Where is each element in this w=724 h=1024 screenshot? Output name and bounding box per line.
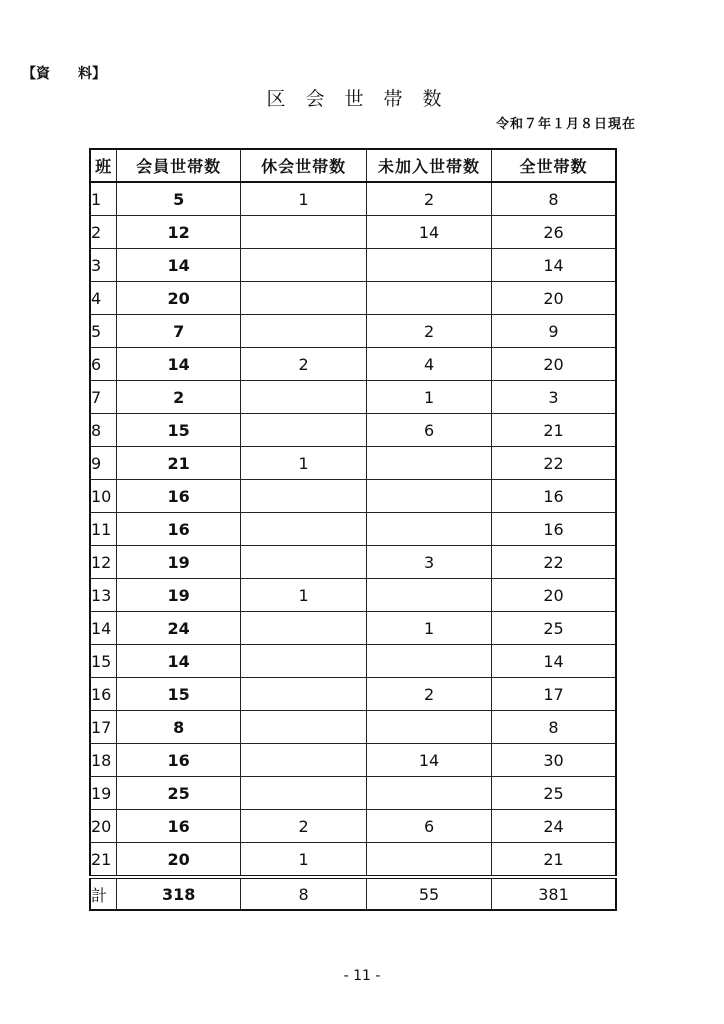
cell-kaiin: 16 bbox=[117, 744, 241, 777]
cell-han: 6 bbox=[90, 348, 117, 381]
cell-han: 12 bbox=[90, 546, 117, 579]
cell-mikanyu bbox=[367, 579, 492, 612]
cell-mikanyu bbox=[367, 480, 492, 513]
cell-kyukai bbox=[241, 546, 367, 579]
cell-mikanyu: 1 bbox=[367, 381, 492, 414]
cell-zen: 17 bbox=[492, 678, 616, 711]
cell-kyukai bbox=[241, 315, 367, 348]
cell-zen: 16 bbox=[492, 513, 616, 546]
column-header-han: 班 bbox=[90, 149, 117, 182]
cell-zen: 16 bbox=[492, 480, 616, 513]
cell-mikanyu: 6 bbox=[367, 810, 492, 843]
cell-kaiin: 12 bbox=[117, 216, 241, 249]
cell-kyukai: 1 bbox=[241, 447, 367, 480]
table-row bbox=[90, 381, 616, 414]
cell-han: 20 bbox=[90, 810, 117, 843]
page-number: - 11 - bbox=[343, 968, 381, 984]
page-title: 区会世帯数 bbox=[266, 88, 462, 110]
cell-kyukai bbox=[241, 678, 367, 711]
cell-han: 7 bbox=[90, 381, 117, 414]
total-cell-zen: 381 bbox=[492, 877, 616, 910]
table-row bbox=[90, 612, 616, 645]
cell-kaiin: 14 bbox=[117, 645, 241, 678]
cell-han: 13 bbox=[90, 579, 117, 612]
total-cell-mikanyu: 55 bbox=[367, 877, 492, 910]
cell-zen: 22 bbox=[492, 546, 616, 579]
table-row bbox=[90, 414, 616, 447]
document-tag: 【資 料】 bbox=[22, 66, 106, 82]
cell-han: 17 bbox=[90, 711, 117, 744]
cell-han: 14 bbox=[90, 612, 117, 645]
household-table bbox=[89, 148, 617, 911]
table-row bbox=[90, 182, 616, 216]
cell-kyukai bbox=[241, 612, 367, 645]
cell-kyukai bbox=[241, 777, 367, 810]
cell-zen: 20 bbox=[492, 348, 616, 381]
cell-han: 16 bbox=[90, 678, 117, 711]
table-row bbox=[90, 480, 616, 513]
cell-han: 21 bbox=[90, 843, 117, 878]
cell-zen: 14 bbox=[492, 249, 616, 282]
cell-zen: 21 bbox=[492, 414, 616, 447]
cell-mikanyu bbox=[367, 843, 492, 878]
table-row bbox=[90, 777, 616, 810]
table-row bbox=[90, 645, 616, 678]
cell-kyukai bbox=[241, 414, 367, 447]
total-cell-kaiin: 318 bbox=[117, 877, 241, 910]
cell-han: 9 bbox=[90, 447, 117, 480]
cell-mikanyu bbox=[367, 282, 492, 315]
cell-kaiin: 24 bbox=[117, 612, 241, 645]
cell-kaiin: 8 bbox=[117, 711, 241, 744]
cell-kyukai bbox=[241, 744, 367, 777]
table-row bbox=[90, 513, 616, 546]
cell-kaiin: 16 bbox=[117, 480, 241, 513]
column-header-kyukai: 休会世帯数 bbox=[241, 149, 367, 182]
table-row bbox=[90, 216, 616, 249]
cell-kaiin: 20 bbox=[117, 282, 241, 315]
column-header-kaiin: 会員世帯数 bbox=[117, 149, 241, 182]
cell-zen: 21 bbox=[492, 843, 616, 878]
table-row bbox=[90, 843, 616, 878]
cell-zen: 25 bbox=[492, 777, 616, 810]
cell-kaiin: 15 bbox=[117, 414, 241, 447]
cell-kaiin: 14 bbox=[117, 249, 241, 282]
cell-mikanyu: 3 bbox=[367, 546, 492, 579]
cell-kyukai bbox=[241, 381, 367, 414]
cell-zen: 8 bbox=[492, 711, 616, 744]
table-row bbox=[90, 810, 616, 843]
cell-kyukai: 1 bbox=[241, 843, 367, 878]
column-header-mikanyu: 未加入世帯数 bbox=[367, 149, 492, 182]
cell-kaiin: 2 bbox=[117, 381, 241, 414]
cell-mikanyu bbox=[367, 249, 492, 282]
table-header-row bbox=[90, 149, 616, 182]
cell-mikanyu: 2 bbox=[367, 678, 492, 711]
table-row bbox=[90, 579, 616, 612]
cell-han: 4 bbox=[90, 282, 117, 315]
cell-mikanyu: 4 bbox=[367, 348, 492, 381]
total-row bbox=[90, 877, 616, 910]
cell-kaiin: 5 bbox=[117, 182, 241, 216]
table-row bbox=[90, 348, 616, 381]
cell-mikanyu: 6 bbox=[367, 414, 492, 447]
cell-kyukai bbox=[241, 645, 367, 678]
table-row bbox=[90, 546, 616, 579]
cell-kaiin: 21 bbox=[117, 447, 241, 480]
cell-kaiin: 7 bbox=[117, 315, 241, 348]
cell-mikanyu: 1 bbox=[367, 612, 492, 645]
cell-han: 10 bbox=[90, 480, 117, 513]
cell-kaiin: 19 bbox=[117, 546, 241, 579]
table-row bbox=[90, 282, 616, 315]
cell-mikanyu bbox=[367, 711, 492, 744]
cell-kyukai bbox=[241, 282, 367, 315]
cell-mikanyu: 14 bbox=[367, 216, 492, 249]
cell-kyukai: 1 bbox=[241, 182, 367, 216]
cell-han: 1 bbox=[90, 182, 117, 216]
table-row bbox=[90, 744, 616, 777]
cell-mikanyu bbox=[367, 513, 492, 546]
cell-mikanyu: 2 bbox=[367, 315, 492, 348]
cell-zen: 20 bbox=[492, 579, 616, 612]
cell-han: 15 bbox=[90, 645, 117, 678]
table-body bbox=[90, 182, 616, 910]
cell-han: 19 bbox=[90, 777, 117, 810]
cell-kyukai bbox=[241, 216, 367, 249]
cell-han: 5 bbox=[90, 315, 117, 348]
cell-kyukai bbox=[241, 480, 367, 513]
cell-mikanyu: 14 bbox=[367, 744, 492, 777]
cell-han: 3 bbox=[90, 249, 117, 282]
cell-mikanyu bbox=[367, 777, 492, 810]
cell-zen: 26 bbox=[492, 216, 616, 249]
cell-kaiin: 20 bbox=[117, 843, 241, 878]
cell-kyukai: 2 bbox=[241, 348, 367, 381]
cell-kyukai bbox=[241, 711, 367, 744]
cell-kaiin: 25 bbox=[117, 777, 241, 810]
cell-mikanyu: 2 bbox=[367, 182, 492, 216]
cell-zen: 8 bbox=[492, 182, 616, 216]
cell-kyukai bbox=[241, 513, 367, 546]
column-header-zen: 全世帯数 bbox=[492, 149, 616, 182]
cell-zen: 22 bbox=[492, 447, 616, 480]
table-row bbox=[90, 678, 616, 711]
table-row bbox=[90, 447, 616, 480]
cell-kaiin: 15 bbox=[117, 678, 241, 711]
cell-mikanyu bbox=[367, 447, 492, 480]
table-row bbox=[90, 249, 616, 282]
cell-han: 18 bbox=[90, 744, 117, 777]
total-cell-han: 計 bbox=[90, 877, 117, 910]
as-of-date: 令和７年１月８日現在 bbox=[495, 117, 636, 132]
cell-kyukai: 2 bbox=[241, 810, 367, 843]
cell-zen: 20 bbox=[492, 282, 616, 315]
table-row bbox=[90, 315, 616, 348]
cell-zen: 24 bbox=[492, 810, 616, 843]
cell-zen: 14 bbox=[492, 645, 616, 678]
total-cell-kyukai: 8 bbox=[241, 877, 367, 910]
cell-mikanyu bbox=[367, 645, 492, 678]
cell-kaiin: 19 bbox=[117, 579, 241, 612]
cell-kaiin: 16 bbox=[117, 513, 241, 546]
cell-zen: 9 bbox=[492, 315, 616, 348]
cell-han: 2 bbox=[90, 216, 117, 249]
cell-han: 11 bbox=[90, 513, 117, 546]
cell-kyukai bbox=[241, 249, 367, 282]
cell-han: 8 bbox=[90, 414, 117, 447]
cell-kaiin: 14 bbox=[117, 348, 241, 381]
cell-kyukai: 1 bbox=[241, 579, 367, 612]
cell-kaiin: 16 bbox=[117, 810, 241, 843]
cell-zen: 3 bbox=[492, 381, 616, 414]
table-row bbox=[90, 711, 616, 744]
cell-zen: 25 bbox=[492, 612, 616, 645]
cell-zen: 30 bbox=[492, 744, 616, 777]
